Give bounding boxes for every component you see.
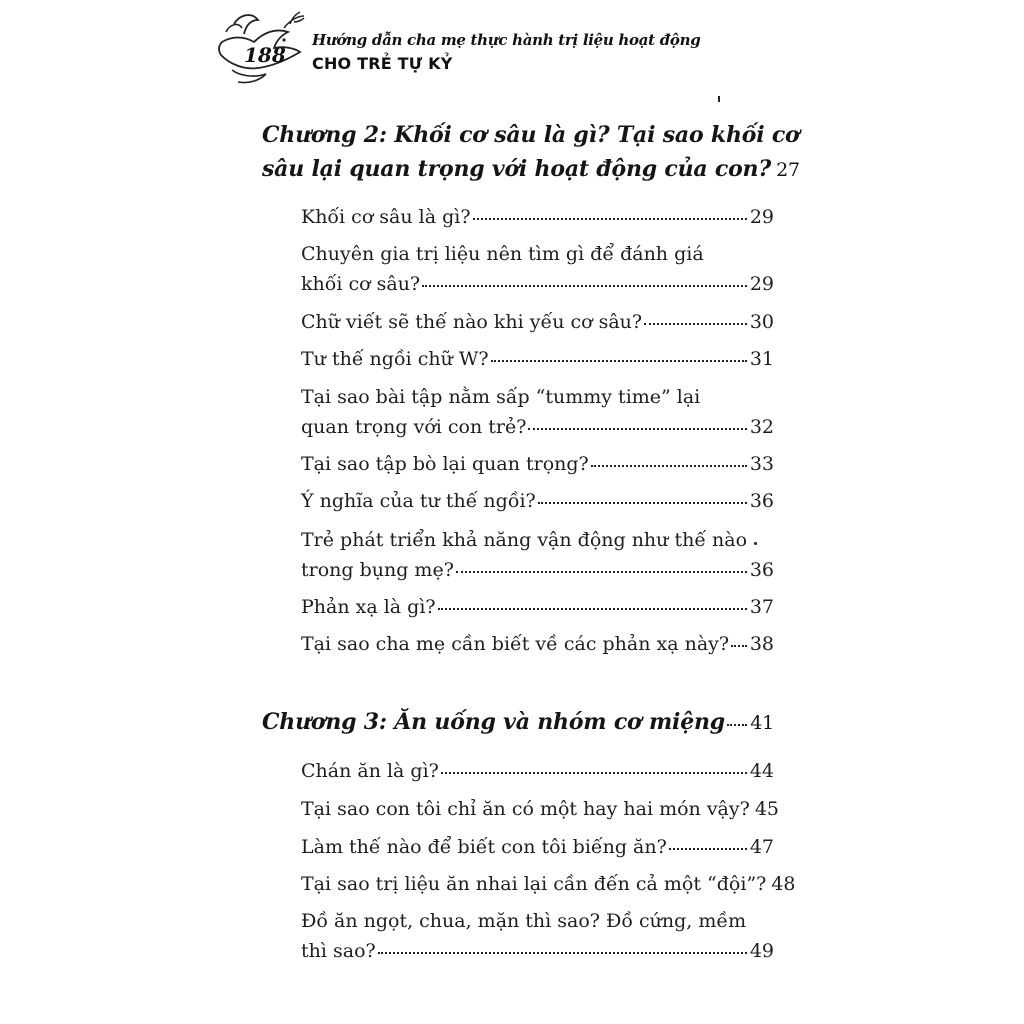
entry-text: Ý nghĩa của tư thế ngồi? (301, 490, 536, 512)
page-ref: 38 (749, 633, 774, 655)
toc-entry[interactable] (301, 798, 779, 820)
entry-text-line1: Tại sao bài tập nằm sấp “tummy time” lại (301, 386, 701, 408)
chapter-2-title (262, 122, 800, 148)
dot-leader (422, 285, 747, 287)
dot-leader (378, 952, 747, 954)
toc-entry[interactable] (301, 206, 774, 228)
toc-entry[interactable] (301, 940, 774, 962)
entry-text-line1: Trẻ phát triển khả năng vận động như thế nào (301, 529, 748, 551)
page-ref: 48 (771, 873, 796, 895)
page-ref: 36 (749, 490, 774, 512)
entry-text: Chữ viết sẽ thế nào khi yếu cơ sâu? (301, 311, 643, 333)
entry-text-line2: khối cơ sâu? (301, 273, 421, 295)
entry-text: Tư thế ngồi chữ W? (301, 348, 489, 370)
entry-text: Chán ăn là gì? (301, 760, 439, 782)
entry-text-line2: quan trọng với con trẻ? (301, 416, 527, 438)
dot-leader (473, 218, 747, 220)
entry-text: Tại sao trị liệu ăn nhai lại cần đến cả một “đội”? (301, 873, 767, 895)
dot-leader (456, 571, 747, 573)
entry-text: Tại sao con tôi chỉ ăn có một hay hai món vậy? (301, 798, 750, 820)
entry-text: Phản xạ là gì? (301, 596, 436, 618)
toc-entry[interactable] (301, 453, 774, 475)
toc-entry[interactable] (262, 709, 774, 736)
toc-entry[interactable] (301, 633, 774, 655)
dot-leader (538, 502, 747, 504)
entry-text: Tại sao tập bò lại quan trọng? (301, 453, 589, 475)
page-ref: 31 (749, 348, 774, 370)
toc-entry[interactable] (301, 873, 796, 895)
page-ref: 47 (749, 836, 774, 858)
dove-logo (214, 6, 306, 90)
page-ref: 41 (750, 712, 774, 734)
stray-mark (754, 542, 757, 545)
page-ref: 33 (749, 453, 774, 475)
entry-text-line1: Đồ ăn ngọt, chua, mặn thì sao? Đồ cứng, mềm (301, 910, 747, 932)
book-title: CHO TRẺ TỰ KỶ (312, 54, 453, 73)
entry-text: Khối cơ sâu là gì? (301, 206, 471, 228)
page-ref: 29 (749, 206, 774, 228)
toc-entry[interactable] (301, 311, 774, 333)
page-ref: 44 (749, 760, 774, 782)
toc-entry[interactable] (262, 156, 800, 183)
dot-leader (528, 428, 746, 430)
toc-entry[interactable] (301, 273, 774, 295)
toc-entry[interactable] (301, 490, 774, 512)
toc-entry[interactable] (301, 760, 774, 782)
entry-text: Tại sao cha mẹ cần biết về các phản xạ này? (301, 633, 730, 655)
toc-entry[interactable] (301, 559, 774, 581)
page-ref: 49 (749, 940, 774, 962)
dot-leader (644, 323, 747, 325)
page-ref: 29 (749, 273, 774, 295)
page-number: 188 (244, 43, 286, 67)
dot-leader (441, 772, 747, 774)
page-ref: 37 (749, 596, 774, 618)
toc-entry[interactable] (301, 836, 774, 858)
toc-entry[interactable] (301, 596, 774, 618)
entry-text-line2: trong bụng mẹ? (301, 559, 454, 581)
dot-leader (727, 724, 747, 726)
dot-leader (591, 465, 747, 467)
toc-entry[interactable] (301, 416, 774, 438)
page-ref: 30 (749, 311, 774, 333)
stray-mark (718, 96, 720, 102)
page-ref: 36 (749, 559, 774, 581)
entry-text-line1: Chuyên gia trị liệu nên tìm gì để đánh giá (301, 243, 704, 265)
series-title: Hướng dẫn cha mẹ thực hành trị liệu hoạt động (312, 31, 701, 49)
entry-text-line2: thì sao? (301, 940, 376, 962)
dot-leader (731, 645, 747, 647)
dot-leader (491, 360, 747, 362)
page-ref: 32 (749, 416, 774, 438)
chapter-3-title: Chương 3: Ăn uống và nhóm cơ miệng (262, 709, 725, 735)
toc-entry[interactable] (301, 348, 774, 370)
chapter-2-title-line2: sâu lại quan trọng với hoạt động của con? (262, 156, 772, 182)
page-ref: 45 (754, 798, 779, 820)
chapter-2-title-line1: Chương 2: Khối cơ sâu là gì? Tại sao khối cơ (262, 122, 800, 148)
dot-leader (438, 608, 747, 610)
dot-leader (669, 848, 747, 850)
entry-text: Làm thế nào để biết con tôi biếng ăn? (301, 836, 667, 858)
page-ref: 27 (776, 159, 800, 181)
dove-icon (214, 6, 306, 90)
